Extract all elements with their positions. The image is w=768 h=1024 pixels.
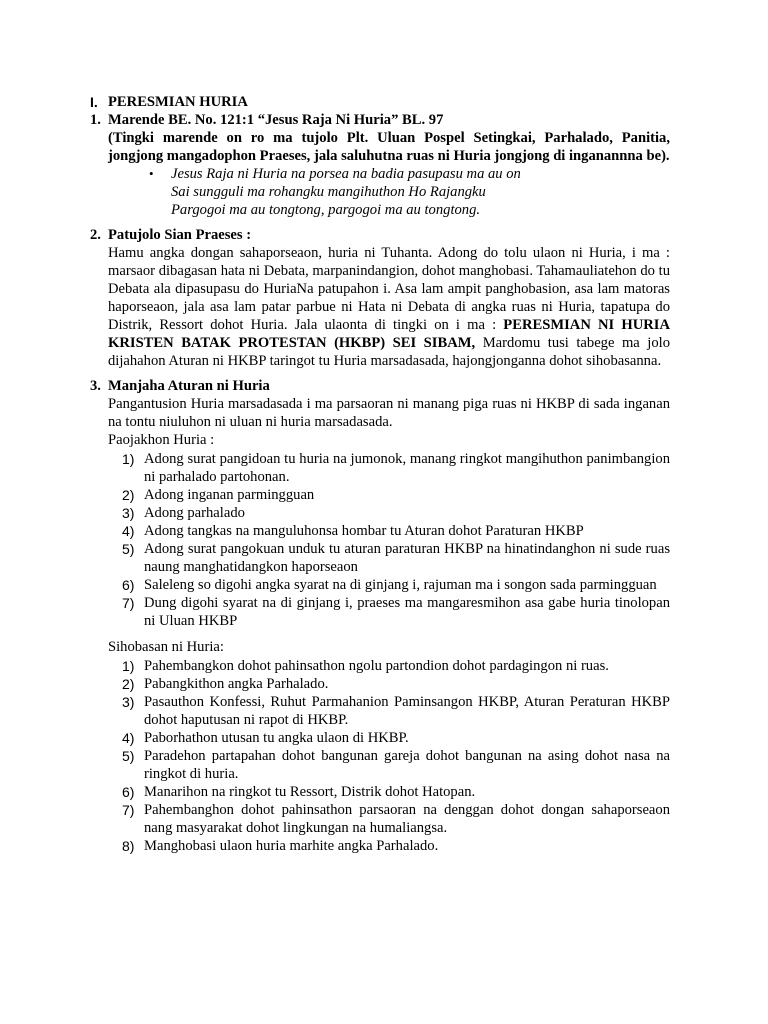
item-3-title: Manjaha Aturan ni Huria [108, 378, 270, 394]
item-1-title: Marende BE. No. 121:1 “Jesus Raja Ni Huria” BL. 97 [108, 112, 444, 128]
list-item [118, 675, 670, 693]
list-number: 4) [122, 730, 135, 746]
paragraph-bold-text: PERESMIAN NI HURIA KRISTEN BATAK PROTESTAN (HKBP) SEI SIBAM, [108, 317, 671, 351]
list-text: Adong tangkas na manguluhonsa hombar tu Aturan dohot Paraturan HKBP [144, 523, 584, 539]
section-heading [90, 93, 670, 111]
list-text: Paradehon partapahan dohot bangunan gareja dohot bangunan na asing dohot nasa na ringkot di huria. [144, 748, 670, 782]
list-text: Dung digohi syarat na di ginjang i, praeses ma mangaresmihon asa gabe huria tinolopan ni Uluan HKBP [144, 595, 670, 629]
list-item [118, 504, 670, 522]
list-number: 7) [122, 595, 135, 611]
list-item [118, 486, 670, 504]
list-text: Saleleng so digohi angka syarat na di ginjang i, rajuman ma i songon sada parmingguan [144, 577, 657, 593]
list-number: 5) [122, 541, 135, 557]
list-number: 3) [122, 505, 135, 521]
paojakhon-title: Paojakhon Huria : [108, 432, 215, 448]
list-item [118, 576, 670, 594]
list-item [118, 729, 670, 747]
list-number: 6) [122, 577, 135, 593]
list-text: Pahembangkon dohot pahinsathon ngolu partondion dohot pardagingon ni ruas. [144, 658, 609, 674]
item-1-instruction: (Tingki marende on ro ma tujolo Plt. Uluan Pospel Setingkai, Parhalado, Panitia, jongjong mangadophon Praeses, jala saluhutna ruas ni Huria jongjong di inganannna be). [108, 130, 670, 164]
list-text: Pabangkithon angka Parhalado. [144, 676, 329, 692]
list-number: 8) [122, 838, 135, 854]
list-text: Adong inganan parmingguan [144, 487, 315, 503]
list-item [118, 540, 670, 576]
paojakhon-list [118, 450, 670, 630]
verse-line: Jesus Raja ni Huria na porsea na badia pasupasu ma au on [171, 166, 521, 182]
sihobasan-title: Sihobasan ni Huria: [108, 639, 224, 655]
item-1-number: 1. [90, 112, 101, 128]
verse-block [149, 165, 670, 219]
item-3-number: 3. [90, 378, 101, 394]
list-item [118, 657, 670, 675]
list-text: Paborhathon utusan tu angka ulaon di HKBP. [144, 730, 409, 746]
list-item [118, 450, 670, 486]
list-item [118, 522, 670, 540]
list-item [118, 693, 670, 729]
list-item [118, 594, 670, 630]
list-number: 2) [122, 487, 135, 503]
list-item [118, 801, 670, 837]
list-number: 2) [122, 676, 135, 692]
item-3-intro: Pangantusion Huria marsadasada i ma parsaoran ni manang piga ruas ni HKBP di sada inganan na tontu niuluhon ni uluan ni huria marsadasada. [108, 396, 670, 430]
list-item [118, 783, 670, 801]
paragraph-text: Hamu angka dongan sahaporseaon, huria ni Tuhanta. Adong do tolu ulaon ni Huria, i ma : marsaor dibagasan hata ni Debata, marpanindangion, dohot manghobasi. Tahamauliatehon do tu Debata ala dipasupasu do HuriaNa patupahon i. Asa lam ampit panghobasion, asa lam matoras haporseaon, jala asa lam patar parbue ni Hata ni Debata di angka ruas ni Huria, tapatupa do Distrik, Ressort dohot Huria. Jala ulaonta di tingki on i ma : [108, 245, 670, 333]
section-title: PERESMIAN HURIA [108, 94, 248, 110]
list-item [118, 747, 670, 783]
list-number: 4) [122, 523, 135, 539]
item-2 [90, 226, 670, 370]
list-number: 1) [122, 658, 135, 674]
list-text: Pasauthon Konfessi, Ruhut Parmahanion Paminsangon HKBP, Aturan Peraturan HKBP dohot haputusan ni rapot di HKBP. [144, 694, 670, 728]
item-2-number: 2. [90, 227, 101, 243]
section-number: I. [90, 94, 98, 110]
verse-line: Pargogoi ma au tongtong, pargogoi ma au tongtong. [171, 202, 481, 218]
paragraph-text-end: Mardomu tusi tabege ma jolo dijahahon Aturan ni HKBP taringot tu Huria marsadasada, hajongjonganna dohot sihobasanna. [108, 335, 670, 369]
list-text: Adong surat pangokuan unduk tu aturan paraturan HKBP na hinatindanghon ni sude ruas naung manghatidangkon haporseaon [144, 541, 670, 575]
list-number: 5) [122, 748, 135, 764]
sihobasan-list [118, 657, 670, 855]
list-number: 1) [122, 451, 135, 467]
list-text: Adong surat pangidoan tu huria na jumonok, manang ringkot mangihuthon panimbangion ni parhalado partohonan. [144, 451, 670, 485]
item-2-title: Patujolo Sian Praeses : [108, 227, 252, 243]
list-text: Manghobasi ulaon huria marhite angka Parhalado. [144, 838, 439, 854]
item-3 [90, 377, 670, 855]
item-2-paragraph [108, 244, 670, 370]
bullet-icon: • [149, 166, 154, 181]
document-content [90, 93, 670, 855]
list-text: Pahembanghon dohot pahinsathon parsaoran na denggan dohot dongan sahaporseaon nang masyarakat dohot lingkungan na humaliangsa. [144, 802, 670, 836]
list-number: 6) [122, 784, 135, 800]
verse-line: Sai sungguli ma rohangku mangihuthon Ho Rajangku [171, 184, 486, 200]
list-text: Manarihon na ringkot tu Ressort, Distrik dohot Hatopan. [144, 784, 476, 800]
list-number: 7) [122, 802, 135, 818]
list-number: 3) [122, 694, 135, 710]
list-item [118, 837, 670, 855]
list-text: Adong parhalado [144, 505, 245, 521]
item-1 [90, 111, 670, 219]
